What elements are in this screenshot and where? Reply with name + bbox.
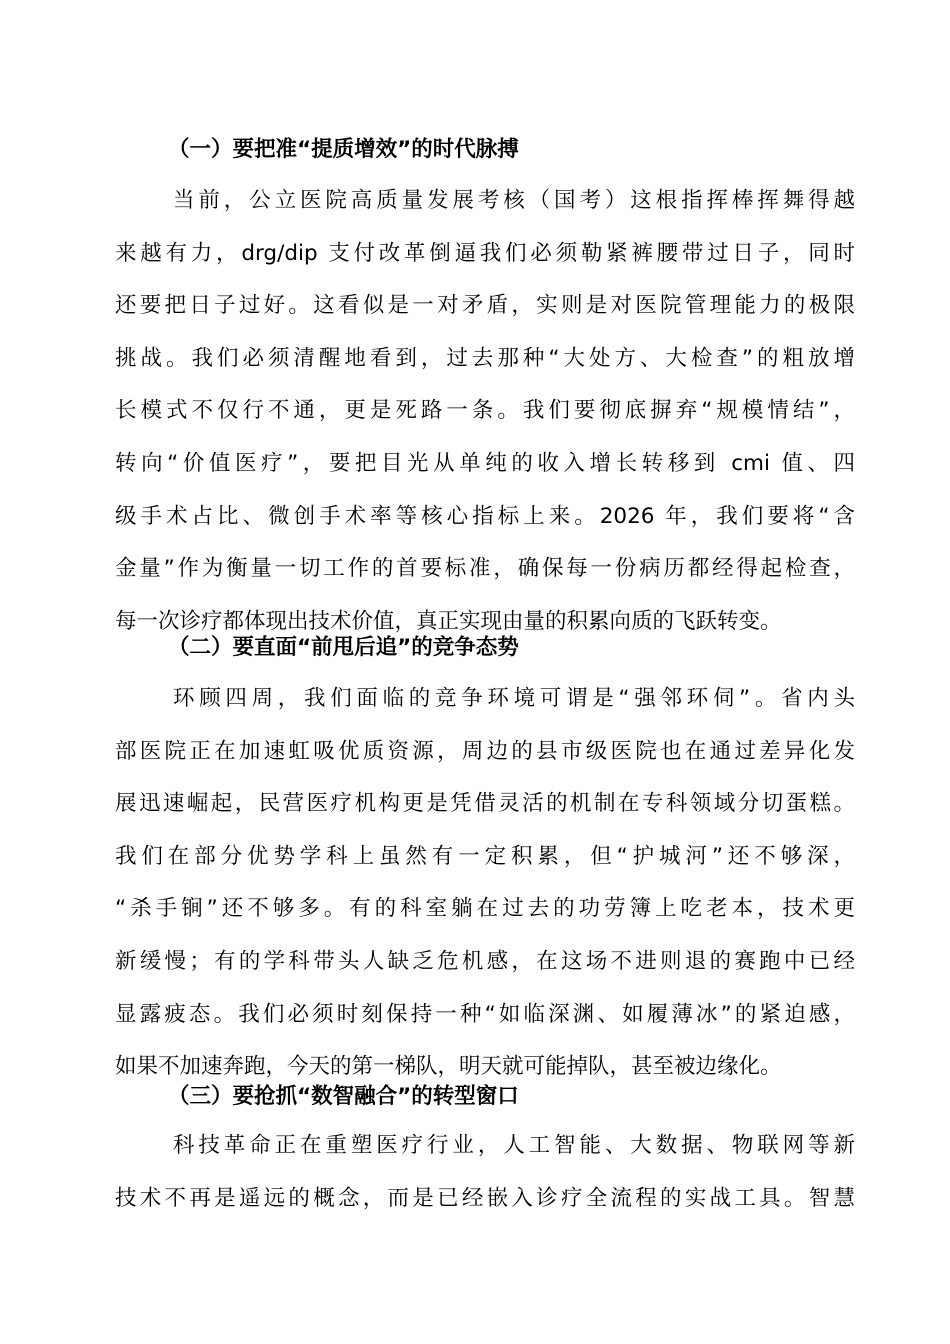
paragraph-line: 环顾四周，我们面临的竞争环境可谓是“强邻环伺”。省内头 (173, 686, 855, 711)
paragraph-line: 长模式不仅行不通，更是死路一条。我们要彻底摒弃“规模情结”， (115, 398, 855, 424)
paragraph-line: 金量”作为衡量一切工作的首要标准，确保每一份病历都经得起检查， (115, 556, 855, 582)
paragraph-line: 级手术占比、微创手术率等核心指标上来。2026 年，我们要将“含 (115, 503, 855, 529)
paragraph-line: 我们在部分优势学科上虽然有一定积累，但“护城河”还不够深， (115, 843, 855, 869)
paragraph-line: 每一次诊疗都体现出技术价值，真正实现由量的积累向质的飞跃转变。 (115, 608, 782, 634)
paragraph-line: 显露疲态。我们必须时刻保持一种“如临深渊、如履薄冰”的紧迫感， (115, 1001, 855, 1027)
paragraph-line: 新缓慢；有的学科带头人缺乏危机感，在这场不进则退的赛跑中已经 (115, 948, 855, 974)
section-paragraph-1 (115, 175, 855, 648)
paragraph-line: 科技革命正在重塑医疗行业，人工智能、大数据、物联网等新 (173, 1133, 855, 1158)
paragraph-line: 挑战。我们必须清醒地看到，过去那种“大处方、大检查”的粗放增 (115, 345, 855, 371)
paragraph-line: 展迅速崛起，民营医疗机构更是凭借灵活的机制在专科领域分切蛋糕。 (115, 791, 855, 817)
paragraph-line: 当前，公立医院高质量发展考核（国考）这根指挥棒挥舞得越 (173, 188, 855, 213)
paragraph-line: 如果不加速奔跑，今天的第一梯队，明天就可能掉队，甚至被边缘化。 (115, 1054, 782, 1080)
paragraph-line: 转向“价值医疗”，要把目光从单纯的收入增长转移到 cmi 值、四 (115, 450, 855, 476)
paragraph-line: 部医院正在加速虹吸优质资源，周边的县市级医院也在通过差异化发 (115, 738, 855, 764)
section-paragraph-2 (115, 673, 855, 1094)
paragraph-line: 技术不再是遥远的概念，而是已经嵌入诊疗全流程的实战工具。智慧 (115, 1185, 855, 1211)
section-heading-3: （三）要抢抓“数智融合”的转型窗口 (168, 1084, 519, 1109)
paragraph-line: 来越有力，drg/dip 支付改革倒逼我们必须勒紧裤腰带过日子，同时 (115, 240, 855, 266)
paragraph-line: 还要把日子过好。这看似是一对矛盾，实则是对医院管理能力的极限 (115, 293, 855, 319)
section-heading-1: （一）要把准“提质增效”的时代脉搏 (168, 137, 519, 162)
section-heading-2: （二）要直面“前甩后追”的竞争态势 (168, 635, 519, 660)
section-paragraph-3 (115, 1120, 855, 1225)
paragraph-line: “杀手锏”还不够多。有的科室躺在过去的功劳簿上吃老本，技术更 (115, 896, 855, 922)
